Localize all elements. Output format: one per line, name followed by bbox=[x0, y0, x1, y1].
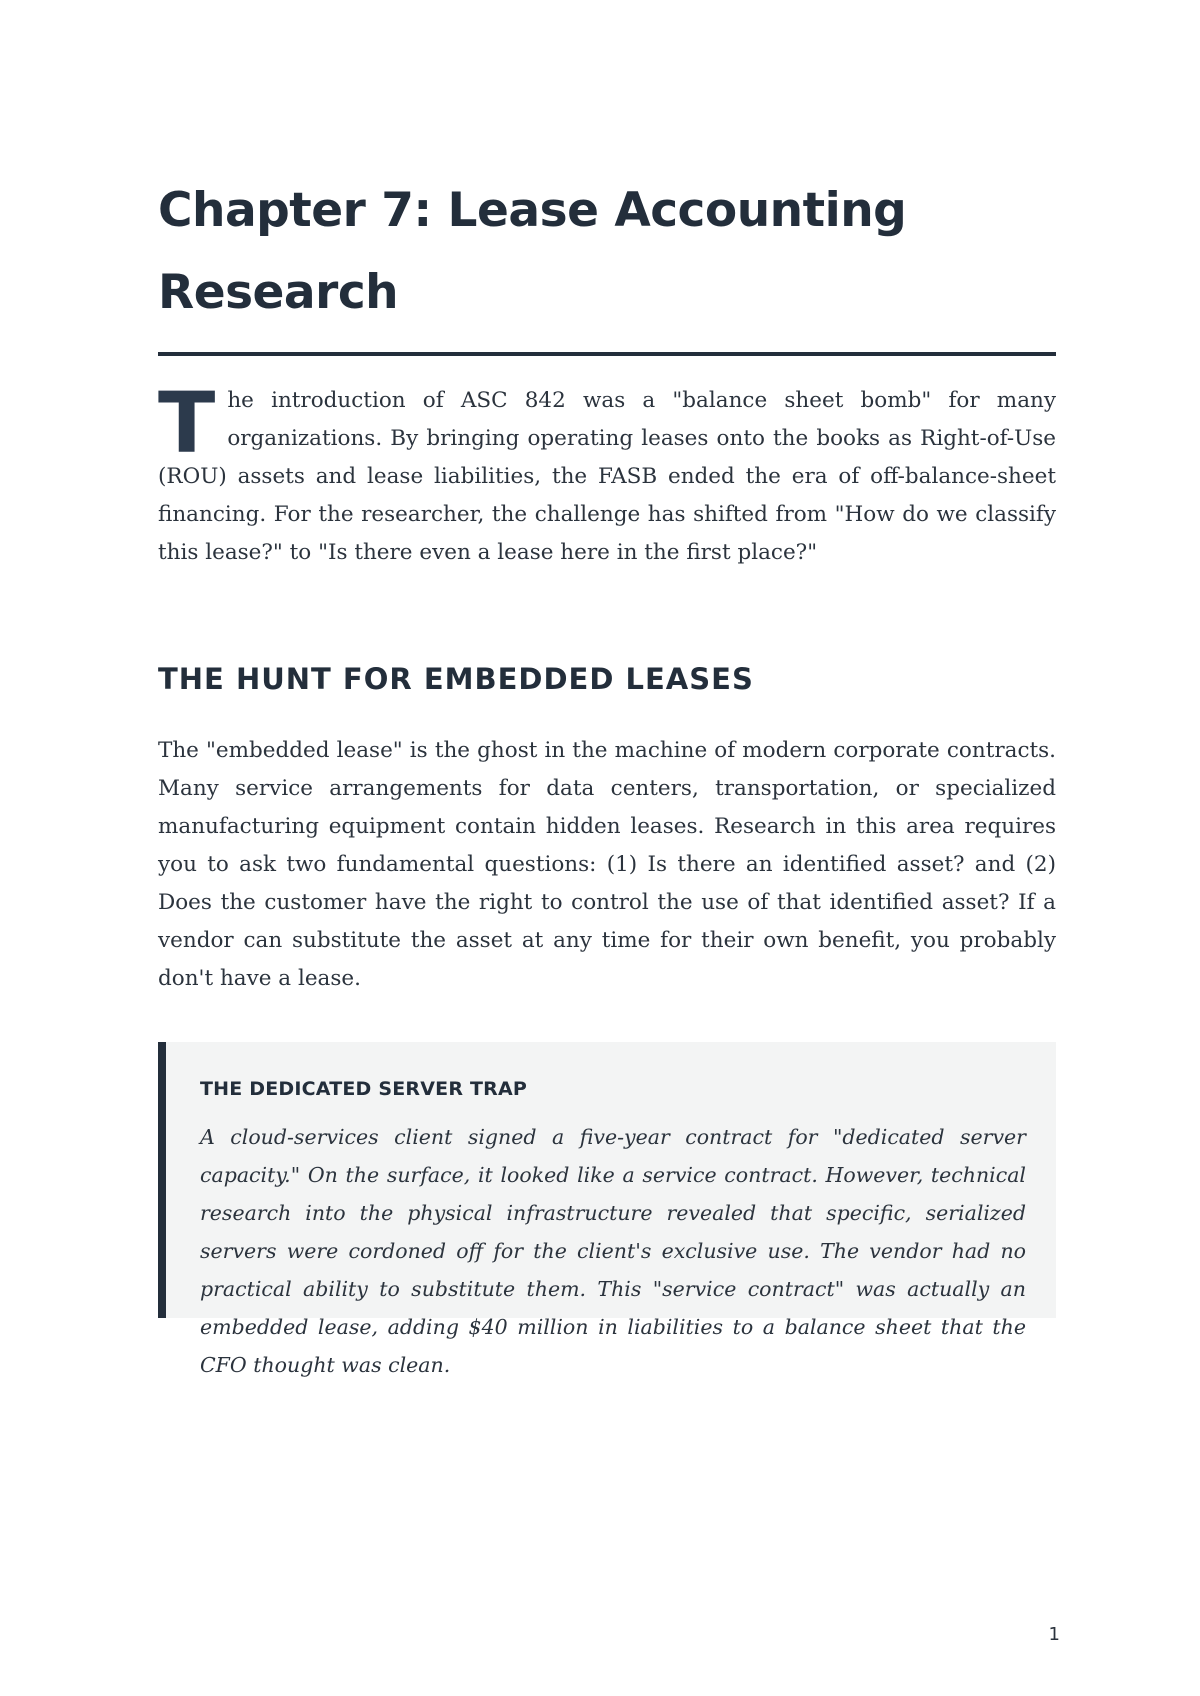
chapter-title: Chapter 7: Lease Accounting Research bbox=[158, 183, 907, 320]
drop-cap: T bbox=[158, 374, 216, 472]
intro-paragraph bbox=[158, 374, 1056, 572]
title-divider bbox=[158, 352, 1056, 356]
page-number: 1 bbox=[1048, 1624, 1060, 1645]
section-heading: THE HUNT FOR EMBEDDED LEASES bbox=[158, 662, 754, 696]
callout-text: A cloud-services client signed a five-year contract for "dedicated server capacity." On the surface, it looked like a service contract. However, technical research into the physical infrastructure revealed that specific, serialized servers were cordoned off for the client's exclusive use. The vendor had no practical ability to substitute them. This "service contract" was actually an embedded lease, adding $40 million in liabilities to a balance sheet that the CFO thought was clean. bbox=[200, 1125, 1026, 1377]
callout-title: THE DEDICATED SERVER TRAP bbox=[200, 1078, 527, 1100]
callout-box bbox=[158, 1042, 1056, 1377]
section-paragraph: The "embedded lease" is the ghost in the machine of modern corporate contracts. Many service arrangements for data centers, transportation, or specialized manufacturing equipment contain hidden leases. Research in this area requires you to ask two fundamental questions: (1) Is there an identified asset? and (2) Does the customer have the right to control the use of that identified asset? If a vendor can substitute the asset at any time for their own benefit, you probably don't have a lease. bbox=[158, 738, 1056, 991]
intro-text: he introduction of ASC 842 was a "balance sheet bomb" for many organizations. By bringing operating leases onto the books as Right-of-Use (ROU) assets and lease liabilities, the FASB ended the era of off-balance-sheet financing. For the researcher, the challenge has shifted from "How do we classify this lease?" to "Is there even a lease here in the first place?" bbox=[158, 388, 1056, 565]
document-page bbox=[158, 170, 1056, 1377]
